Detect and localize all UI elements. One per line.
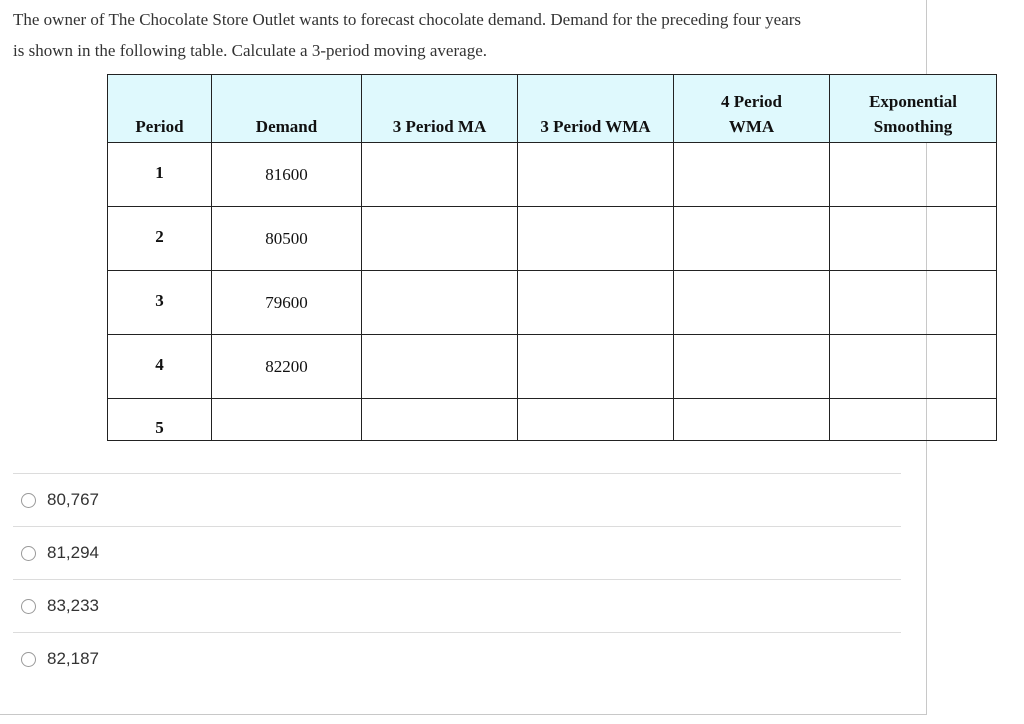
wma4-cell [674, 335, 830, 399]
wma4-cell [674, 399, 830, 441]
header-demand: Demand [212, 75, 362, 143]
header-3-period-wma: 3 Period WMA [518, 75, 674, 143]
header-period: Period [108, 75, 212, 143]
answer-options [13, 473, 901, 685]
table-header-row [108, 75, 997, 143]
exp-smoothing-cell [830, 207, 997, 271]
radio-button[interactable] [21, 652, 36, 667]
header-exponential-smoothing-line1: Exponential [869, 92, 957, 111]
header-exponential-smoothing-line2: Smoothing [873, 117, 953, 136]
answer-label[interactable]: 82,187 [47, 649, 99, 668]
question-line-1: The owner of The Chocolate Store Outlet wants to forecast chocolate demand. Demand for the preceding four years [13, 10, 802, 29]
demand-cell [212, 399, 362, 441]
period-cell: 4 [108, 335, 212, 399]
radio-button[interactable] [21, 546, 36, 561]
exp-smoothing-cell [830, 271, 997, 335]
header-4-period-wma-line1: 4 Period [721, 92, 782, 111]
demand-cell: 79600 [212, 271, 362, 335]
radio-button[interactable] [21, 493, 36, 508]
wma3-cell [518, 335, 674, 399]
period-cell: 5 [108, 399, 212, 441]
table-row [108, 207, 997, 271]
table-row [108, 399, 997, 441]
answer-label[interactable]: 80,767 [47, 490, 99, 509]
answer-option[interactable] [13, 632, 901, 685]
ma3-cell [362, 335, 518, 399]
period-cell: 2 [108, 207, 212, 271]
table-row [108, 143, 997, 207]
question-line-2: is shown in the following table. Calculate a 3-period moving average. [13, 41, 487, 60]
table-row [108, 335, 997, 399]
answer-label[interactable]: 81,294 [47, 543, 99, 562]
exp-smoothing-cell [830, 399, 997, 441]
header-4-period-wma [674, 75, 830, 143]
wma3-cell [518, 399, 674, 441]
wma3-cell [518, 207, 674, 271]
radio-button[interactable] [21, 599, 36, 614]
period-cell: 3 [108, 271, 212, 335]
answer-option[interactable] [13, 473, 901, 526]
ma3-cell [362, 399, 518, 441]
header-exponential-smoothing [830, 75, 997, 143]
answer-option[interactable] [13, 579, 901, 632]
period-cell: 1 [108, 143, 212, 207]
wma3-cell [518, 271, 674, 335]
demand-cell: 81600 [212, 143, 362, 207]
ma3-cell [362, 271, 518, 335]
table-row [108, 271, 997, 335]
answer-label[interactable]: 83,233 [47, 596, 99, 615]
wma4-cell [674, 207, 830, 271]
header-3-period-ma: 3 Period MA [362, 75, 518, 143]
demand-table [107, 74, 997, 441]
demand-cell: 82200 [212, 335, 362, 399]
exp-smoothing-cell [830, 143, 997, 207]
header-4-period-wma-line2: WMA [728, 117, 775, 136]
demand-cell: 80500 [212, 207, 362, 271]
exp-smoothing-cell [830, 335, 997, 399]
wma3-cell [518, 143, 674, 207]
question-text [13, 4, 903, 66]
answer-option[interactable] [13, 526, 901, 579]
ma3-cell [362, 143, 518, 207]
wma4-cell [674, 271, 830, 335]
ma3-cell [362, 207, 518, 271]
wma4-cell [674, 143, 830, 207]
